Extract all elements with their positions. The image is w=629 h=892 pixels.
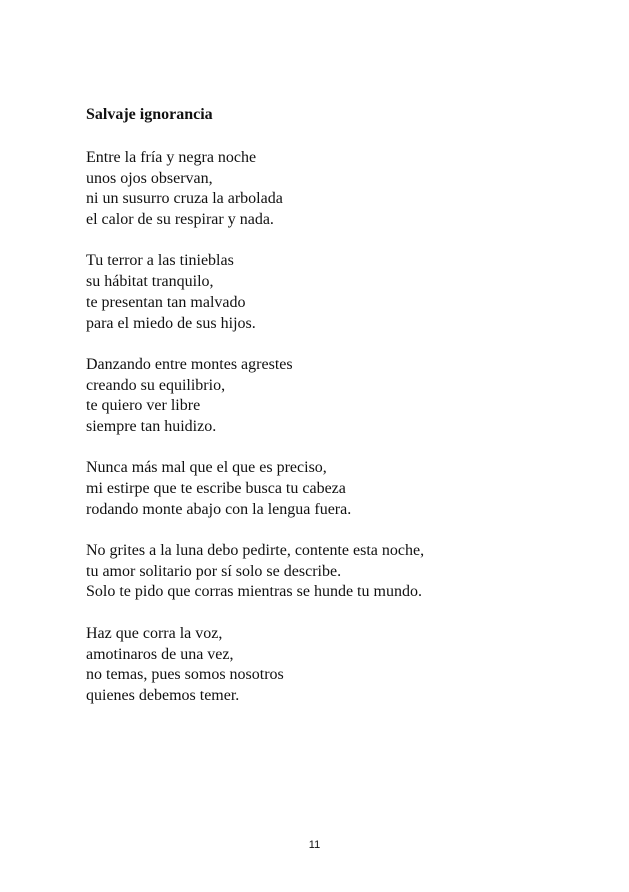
poem-line: el calor de su respirar y nada.: [86, 211, 274, 229]
stanza-1: [86, 148, 424, 231]
stanza-2: [86, 251, 424, 334]
poem-line: unos ojos observan,: [86, 169, 213, 187]
poem-body: [86, 148, 424, 727]
stanza-6: [86, 624, 424, 707]
stanza-3: [86, 355, 424, 438]
poem-line: Nunca más mal que el que es preciso,: [86, 459, 327, 477]
poem-line: Entre la fría y negra noche: [86, 149, 257, 166]
poem-line: No grites a la luna debo pedirte, contente esta noche,: [86, 542, 425, 560]
poem-line: amotinaros de una vez,: [86, 645, 234, 663]
stanza-4: [86, 458, 424, 520]
poem-line: mi estirpe que te escribe busca tu cabeza: [86, 480, 346, 497]
poem-line: Haz que corra la voz,: [86, 624, 223, 642]
poem-line: Tu terror a las tinieblas: [86, 252, 234, 270]
poem-line: tu amor solitario por sí solo se describe.: [86, 562, 342, 580]
poem-line: te presentan tan malvado: [86, 293, 246, 311]
poem-line: rodando monte abajo con la lengua fuera.: [86, 500, 352, 518]
stanza-5: [86, 541, 424, 603]
poem-line: te quiero ver libre: [86, 397, 201, 415]
poem-line: quienes debemos temer.: [86, 686, 240, 704]
poem-line: ni un susurro cruza la arbolada: [86, 190, 283, 208]
poem-line: para el miedo de sus hijos.: [86, 314, 256, 332]
poem-line: Danzando entre montes agrestes: [86, 355, 293, 373]
poem-title: Salvaje ignorancia: [86, 106, 213, 123]
poem-line: no temas, pues somos nosotros: [86, 666, 284, 684]
poem-line: Solo te pido que corras mientras se hunde tu mundo.: [86, 583, 422, 601]
poem-line: siempre tan huidizo.: [86, 417, 217, 435]
poem-line: creando su equilibrio,: [86, 376, 226, 394]
poem-line: su hábitat tranquilo,: [86, 273, 214, 291]
page-number: 11: [308, 839, 321, 851]
